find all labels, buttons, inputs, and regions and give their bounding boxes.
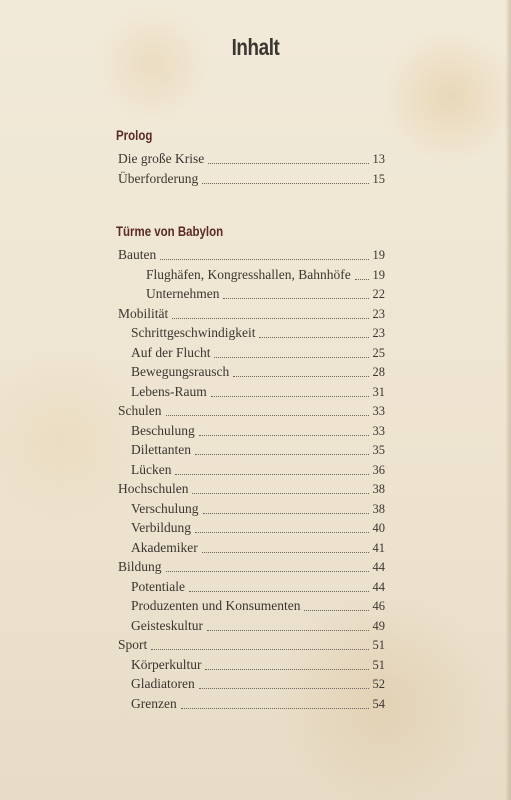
toc-entry-page-number: 40 [372,521,385,535]
toc-entry [118,149,385,167]
dot-leader [166,571,369,572]
toc-entry-label: Potentiale [131,578,185,594]
toc-entry-page-number: 38 [372,482,385,496]
toc-entry-label: Beschulung [131,422,195,438]
page-title: Inhalt [231,34,280,60]
toc-entry-label: Bewegungsrausch [131,364,230,379]
toc-entry [131,616,385,634]
toc-entry [118,557,385,575]
dot-leader [214,357,368,358]
toc-entry-label: Sport [118,637,148,652]
toc-entry-label: Flughäfen, Kongresshallen, Bahnhöfe [146,266,351,282]
toc-entry [131,674,385,692]
toc-entry [131,362,385,380]
toc-entry-label: Verschulung [131,500,199,516]
toc-entry [118,304,385,322]
toc-entry-page-number: 19 [372,267,385,282]
dot-leader [195,532,369,533]
dot-leader [304,610,368,611]
dot-leader [175,474,368,475]
toc-entry [131,655,385,673]
dot-leader [166,415,369,416]
dot-leader [189,591,369,592]
toc-entry [131,323,385,341]
dot-leader [233,376,368,377]
toc-entry-page-number: 25 [372,345,385,360]
toc-entry-page-number: 49 [372,618,385,633]
toc-entry-label: Mobilität [118,305,169,321]
toc-entry-page-number: 23 [372,306,385,321]
toc-entry [131,694,385,712]
toc-entry-page-number: 15 [372,171,385,186]
toc-entry-label: Schrittgeschwindigkeit [131,325,256,340]
toc-entry-page-number: 51 [372,638,385,652]
dot-leader [208,163,368,164]
dot-leader [151,649,368,650]
toc-entry-label: Die große Krise [118,151,205,166]
toc-entry [118,245,385,263]
toc-entry-label: Lebens-Raum [131,383,207,399]
toc-entry [131,343,385,361]
toc-entry-label: Bildung [118,559,162,574]
toc-entry [131,440,385,458]
toc-entry-label: Auf der Flucht [131,344,211,360]
dot-leader [195,454,369,455]
toc-entry-page-number: 44 [372,579,385,594]
section-heading-tuerme: Türme von Babylon [116,224,224,239]
toc-entry-page-number: 28 [372,365,385,379]
dot-leader [211,396,369,397]
section-heading-prolog: Prolog [116,128,153,143]
toc-entry-label: Körperkultur [131,656,202,672]
toc-entry-page-number: 22 [372,287,385,301]
toc-entry-page-number: 46 [372,599,385,613]
toc-entry-label: Hochschulen [118,481,189,496]
toc-entry [131,538,385,556]
dot-leader [205,669,368,670]
toc-entry [146,265,385,283]
dot-leader [202,552,369,553]
toc-entry-label: Grenzen [131,695,177,711]
toc-entry-page-number: 19 [372,248,385,262]
dot-leader [202,183,368,184]
toc-entry [131,499,385,517]
toc-entry-label: Gladiatoren [131,676,195,691]
toc-entry-page-number: 13 [372,152,385,166]
toc-entry-page-number: 31 [372,384,385,399]
toc-entry-label: Akademiker [131,539,198,555]
toc-entry [118,479,385,497]
toc-entry [131,577,385,595]
toc-entry-page-number: 54 [372,696,385,711]
toc-entry-label: Schulen [118,403,162,418]
toc-entry-label: Verbildung [131,520,191,535]
toc-entry [118,635,385,653]
dot-leader [259,337,368,338]
dot-leader [172,318,368,319]
toc-entry [131,382,385,400]
toc-entry-page-number: 52 [372,677,385,691]
toc-entry [118,169,385,187]
toc-entry-page-number: 33 [372,423,385,438]
toc-entry-page-number: 41 [372,540,385,555]
page-edge-shadow [505,0,511,800]
toc-entry-label: Lücken [131,461,172,477]
dot-leader [203,513,369,514]
toc-entry-label: Produzenten und Konsumenten [131,598,301,613]
dot-leader [199,435,369,436]
toc-entry [131,421,385,439]
toc-entry-page-number: 33 [372,404,385,418]
toc-entry-page-number: 51 [372,657,385,672]
toc-entry-label: Geisteskultur [131,617,203,633]
toc-entry-label: Bauten [118,247,157,262]
dot-leader [207,630,369,631]
toc-entry-page-number: 44 [372,560,385,574]
toc-entry-label: Dilettanten [131,442,191,457]
toc-entry [146,284,385,302]
toc-entry-page-number: 35 [372,443,385,457]
dot-leader [223,298,368,299]
toc-entry [131,518,385,536]
dot-leader [160,259,368,260]
dot-leader [192,493,368,494]
toc-entry-label: Überforderung [118,170,199,186]
toc-entry [131,460,385,478]
dot-leader [199,688,369,689]
toc-entry [131,596,385,614]
dot-leader [355,279,369,280]
toc-entry [118,401,385,419]
dot-leader [181,708,369,709]
toc-entry-page-number: 36 [372,462,385,477]
toc-entry-page-number: 38 [372,501,385,516]
toc-entry-page-number: 23 [372,326,385,340]
toc-entry-label: Unternehmen [146,286,220,301]
